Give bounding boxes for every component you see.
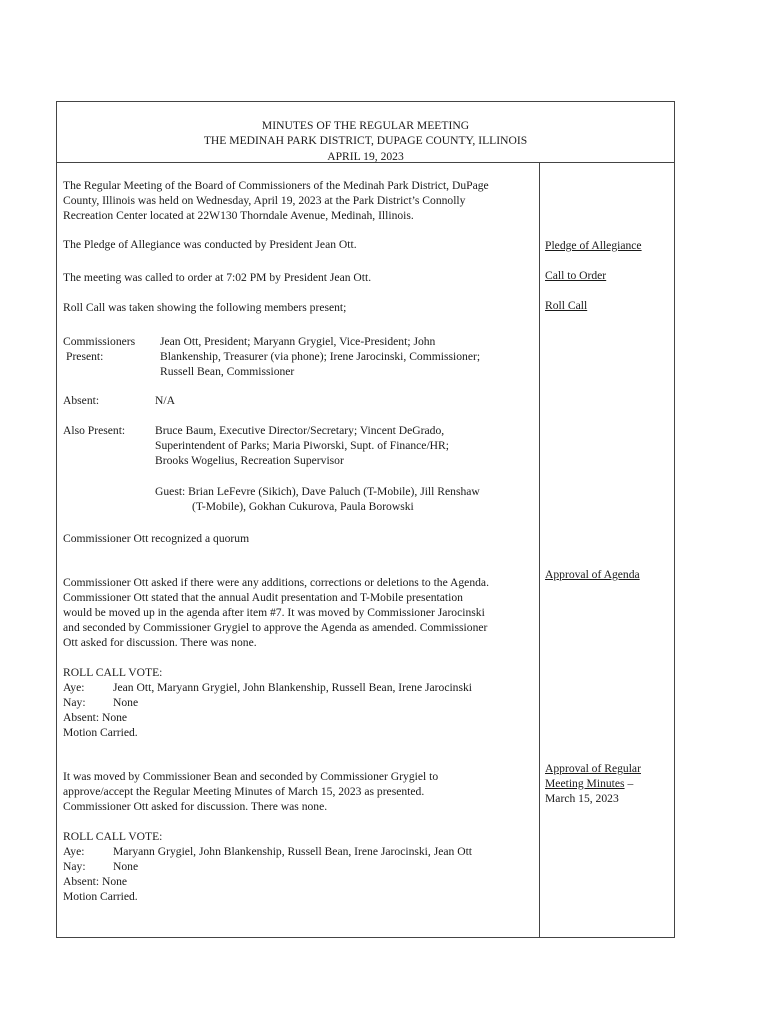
- aye-value: Jean Ott, Maryann Grygiel, John Blankenship, Russell Bean, Irene Jarocinski: [113, 681, 473, 694]
- also-present-line: Brooks Wogelius, Recreation Supervisor: [155, 454, 344, 467]
- nay-value: None: [113, 860, 139, 873]
- roll-call-text: Roll Call was taken showing the following members present;: [63, 301, 347, 314]
- vote-result: Motion Carried.: [63, 726, 138, 739]
- also-present-line: Bruce Baum, Executive Director/Secretary; Vincent DeGrado,: [155, 424, 445, 437]
- absent-value: N/A: [155, 394, 175, 407]
- quorum-text: Commissioner Ott recognized a quorum: [63, 532, 250, 545]
- commissioners-line: Russell Bean, Commissioner: [160, 365, 295, 378]
- agenda-line: would be moved up in the agenda after item #7. It was moved by Commissioner Jarocinski: [63, 606, 485, 619]
- guest-line: Guest: Brian LeFevre (Sikich), Dave Paluch (T-Mobile), Jill Renshaw: [155, 485, 480, 498]
- pledge-text: The Pledge of Allegiance was conducted by President Jean Ott.: [63, 238, 357, 251]
- agenda-line: Commissioner Ott stated that the annual Audit presentation and T-Mobile presentation: [63, 591, 463, 604]
- minutes-line: approve/accept the Regular Meeting Minutes of March 15, 2023 as presented.: [63, 785, 425, 798]
- minutes-paragraph: [63, 769, 438, 814]
- commissioners-line: Jean Ott, President; Maryann Grygiel, Vice-President; John: [160, 335, 436, 348]
- agenda-paragraph: [63, 575, 489, 650]
- also-present-label: Also Present:: [63, 424, 126, 437]
- guest-line: (T-Mobile), Gokhan Cukurova, Paula Borowski: [192, 500, 414, 513]
- vote-nay-row: [63, 695, 472, 710]
- agenda-line: Commissioner Ott asked if there were any additions, corrections or deletions to the Agenda.: [63, 576, 489, 589]
- commissioners-label-line: Commissioners: [63, 335, 136, 348]
- vote-title: ROLL CALL VOTE:: [63, 830, 163, 843]
- aye-value: Maryann Grygiel, John Blankenship, Russell Bean, Irene Jarocinski, Jean Ott: [113, 845, 473, 858]
- aye-label: Aye:: [63, 845, 85, 858]
- intro-line: The Regular Meeting of the Board of Commissioners of the Medinah Park District, DuPage: [63, 179, 489, 192]
- also-present-list: [155, 423, 449, 468]
- nay-value: None: [113, 696, 139, 709]
- column-divider: [539, 163, 540, 937]
- absent-label: Absent:: [63, 394, 100, 407]
- vote-nay-row: [63, 859, 472, 874]
- document-header: [57, 102, 674, 163]
- sidebar-minutes-line1: Approval of Regular: [545, 762, 641, 775]
- agenda-line: Ott asked for discussion. There was none.: [63, 636, 257, 649]
- sidebar-agenda-heading: Approval of Agenda: [545, 568, 640, 581]
- sidebar-pledge-heading: Pledge of Allegiance: [545, 239, 642, 252]
- header-title: MINUTES OF THE REGULAR MEETING: [261, 119, 470, 132]
- sidebar-minutes-date: March 15, 2023: [545, 792, 619, 805]
- call-to-order-text: The meeting was called to order at 7:02 PM by President Jean Ott.: [63, 271, 372, 284]
- nay-label: Nay:: [63, 696, 86, 709]
- nay-label: Nay:: [63, 860, 86, 873]
- sidebar-minutes-heading: [545, 761, 641, 806]
- header-date: APRIL 19, 2023: [327, 149, 404, 163]
- sidebar-call-to-order-heading: Call to Order: [545, 269, 607, 282]
- commissioners-list: [160, 334, 480, 379]
- agenda-line: and seconded by Commissioner Grygiel to approve the Agenda as amended. Commissioner: [63, 621, 488, 634]
- guest-list: [155, 484, 480, 514]
- present-label: Present:: [66, 350, 104, 363]
- header-organization: THE MEDINAH PARK DISTRICT, DUPAGE COUNTY, ILLINOIS: [203, 134, 528, 148]
- vote-title: ROLL CALL VOTE:: [63, 666, 163, 679]
- roll-call-vote-minutes: [63, 829, 472, 904]
- minutes-line: Commissioner Ott asked for discussion. There was none.: [63, 800, 328, 813]
- vote-aye-row: [63, 680, 472, 695]
- vote-absent: Absent: None: [63, 711, 128, 724]
- intro-line: Recreation Center located at 22W130 Thorndale Avenue, Medinah, Illinois.: [63, 209, 414, 222]
- roll-call-vote-agenda: [63, 665, 472, 740]
- intro-line: County, Illinois was held on Wednesday, April 19, 2023 at the Park District’s Connolly: [63, 194, 466, 207]
- sidebar-roll-call-heading: Roll Call: [545, 299, 588, 312]
- commissioners-line: Blankenship, Treasurer (via phone); Irene Jarocinski, Commissioner;: [160, 350, 481, 363]
- vote-aye-row: [63, 844, 472, 859]
- also-present-line: Superintendent of Parks; Maria Piworski, Supt. of Finance/HR;: [155, 439, 449, 452]
- vote-result: Motion Carried.: [63, 890, 138, 903]
- sidebar-minutes-line2: Meeting Minutes: [545, 777, 625, 790]
- minutes-line: It was moved by Commissioner Bean and seconded by Commissioner Grygiel to: [63, 770, 439, 783]
- sidebar-minutes-dash: –: [624, 777, 634, 790]
- intro-paragraph: [63, 178, 489, 223]
- vote-absent: Absent: None: [63, 875, 128, 888]
- aye-label: Aye:: [63, 681, 85, 694]
- commissioners-label: [63, 334, 135, 364]
